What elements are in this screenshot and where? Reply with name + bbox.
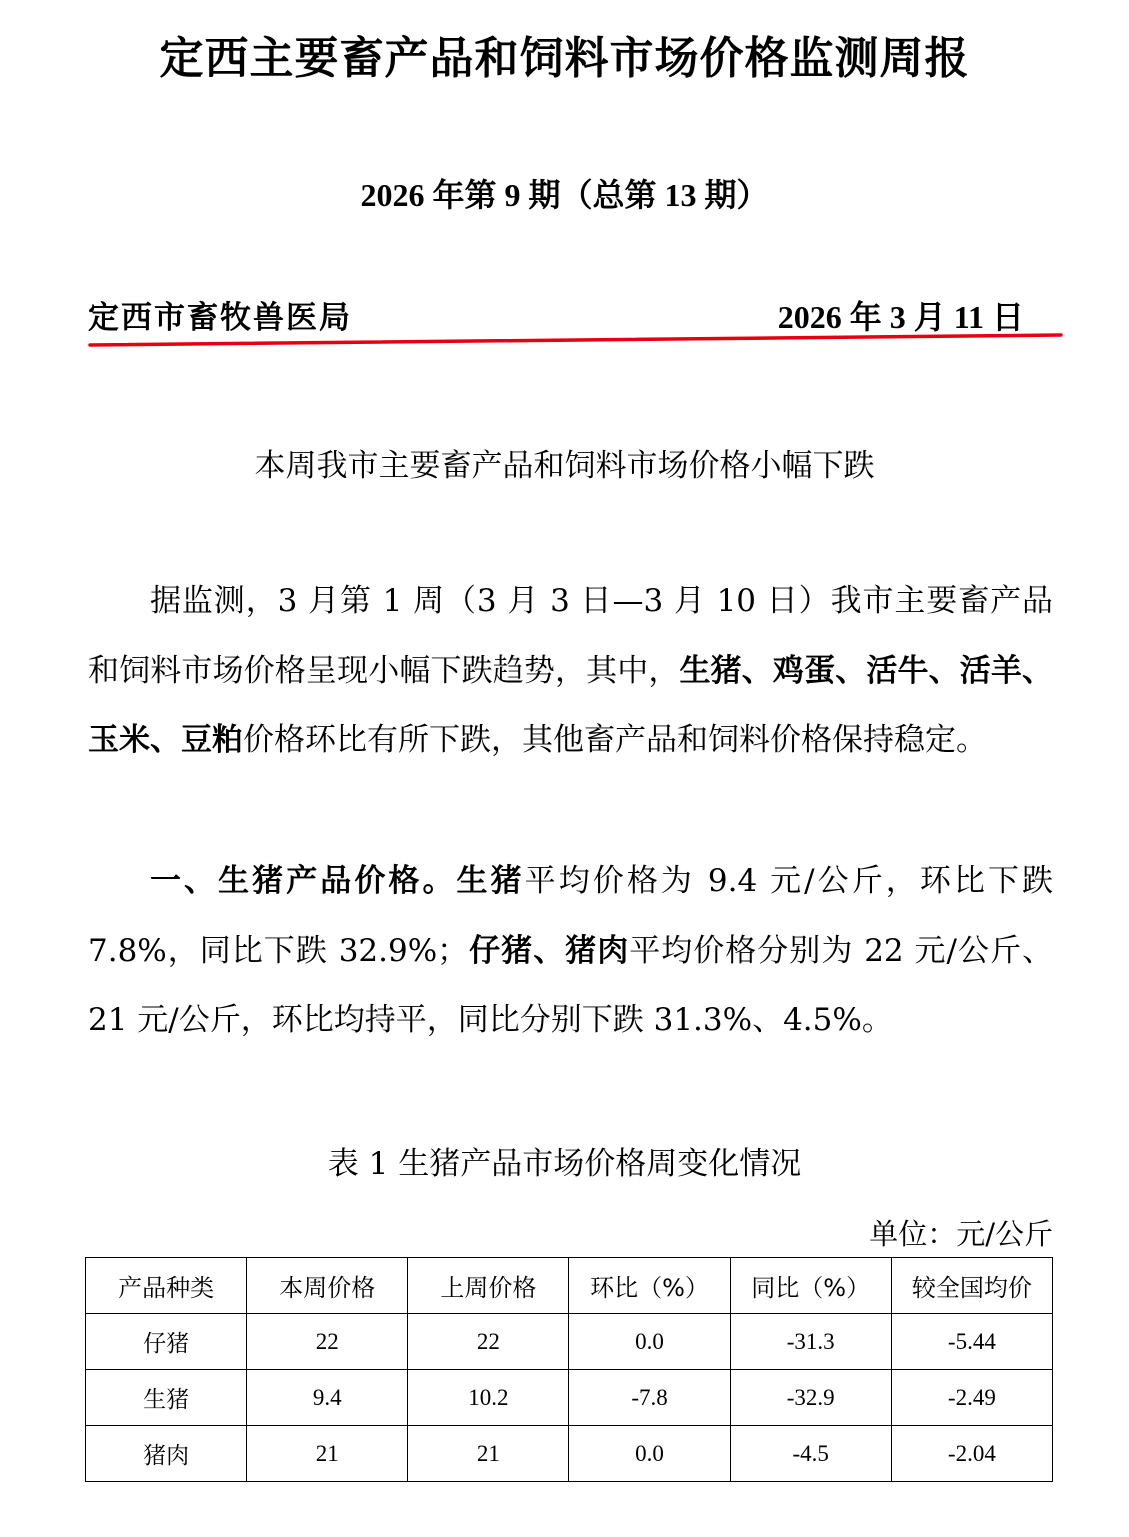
paragraph-pig-prices (88, 847, 1053, 1056)
headline: 本周我市主要畜产品和饲料市场价格小幅下跌 (254, 448, 875, 484)
table-cell: 9.4 (247, 1370, 408, 1426)
issuer-name: 定西市畜牧兽医局 (88, 300, 352, 336)
red-separator-line (88, 330, 1063, 350)
pig-bold-products: 仔猪、猪肉 (468, 932, 630, 969)
table-cell: 猪肉 (86, 1426, 247, 1482)
header-cell: 同比（%） (730, 1258, 891, 1314)
table-cell: 22 (408, 1314, 569, 1370)
pig-price-table (85, 1257, 1053, 1482)
table-cell: 22 (247, 1314, 408, 1370)
table-cell: 21 (408, 1426, 569, 1482)
table-cell: 0.0 (569, 1426, 730, 1482)
table-cell: 21 (247, 1426, 408, 1482)
table-cell: -7.8 (569, 1370, 730, 1426)
report-title: 定西主要畜产品和饲料市场价格监测周报 (159, 33, 970, 84)
header-cell: 上周价格 (408, 1258, 569, 1314)
table-cell: -4.5 (730, 1426, 891, 1482)
summary-text-2: 价格环比有所下跌，其他畜产品和饲料价格保持稳定。 (243, 722, 987, 758)
table-cell: -2.04 (891, 1426, 1052, 1482)
paragraph-summary (88, 567, 1053, 776)
table-unit: 单位：元/公斤 (869, 1217, 1053, 1251)
table-cell: 生猪 (86, 1370, 247, 1426)
issue-date: 2026 年 3 月 11 日 (777, 299, 1024, 335)
summary-text-1: 据监测，3 月第 1 周（3 月 3 日—3 月 10 日）我市主要畜产品和饲料市场价格呈现小幅下跌趋势，其中， (88, 583, 1053, 689)
table-cell: 0.0 (569, 1314, 730, 1370)
header-cell: 较全国均价 (891, 1258, 1052, 1314)
section-heading-pig: 一、生猪产品价格。生猪 (150, 863, 525, 899)
table-cell: -5.44 (891, 1314, 1052, 1370)
header-cell: 本周价格 (247, 1258, 408, 1314)
header-cell: 产品种类 (86, 1258, 247, 1314)
table-cell: -31.3 (730, 1314, 891, 1370)
table-cell: -32.9 (730, 1370, 891, 1426)
table-row (86, 1370, 1053, 1426)
pig-text-1: 平均价格为 9.4 元/公斤，环比下跌 7.8%，同比下跌 32.9%； (88, 863, 1053, 969)
header-cell: 环比（%） (569, 1258, 730, 1314)
table-row (86, 1314, 1053, 1370)
pig-text-2: 平均价格分别为 22 元/公斤、21 元/公斤，环比均持平，同比分别下跌 31.3%、4.5%。 (88, 932, 1053, 1038)
table-header-row (86, 1258, 1053, 1314)
table-caption: 表 1 生猪产品市场价格周变化情况 (327, 1146, 802, 1182)
table-row (86, 1426, 1053, 1482)
issue-number: 2026 年第 9 期（总第 13 期） (360, 177, 769, 213)
summary-bold-products: 生猪、鸡蛋、活牛、活羊、玉米、豆粕 (88, 652, 1053, 758)
table-cell: -2.49 (891, 1370, 1052, 1426)
table-cell: 仔猪 (86, 1314, 247, 1370)
table-cell: 10.2 (408, 1370, 569, 1426)
